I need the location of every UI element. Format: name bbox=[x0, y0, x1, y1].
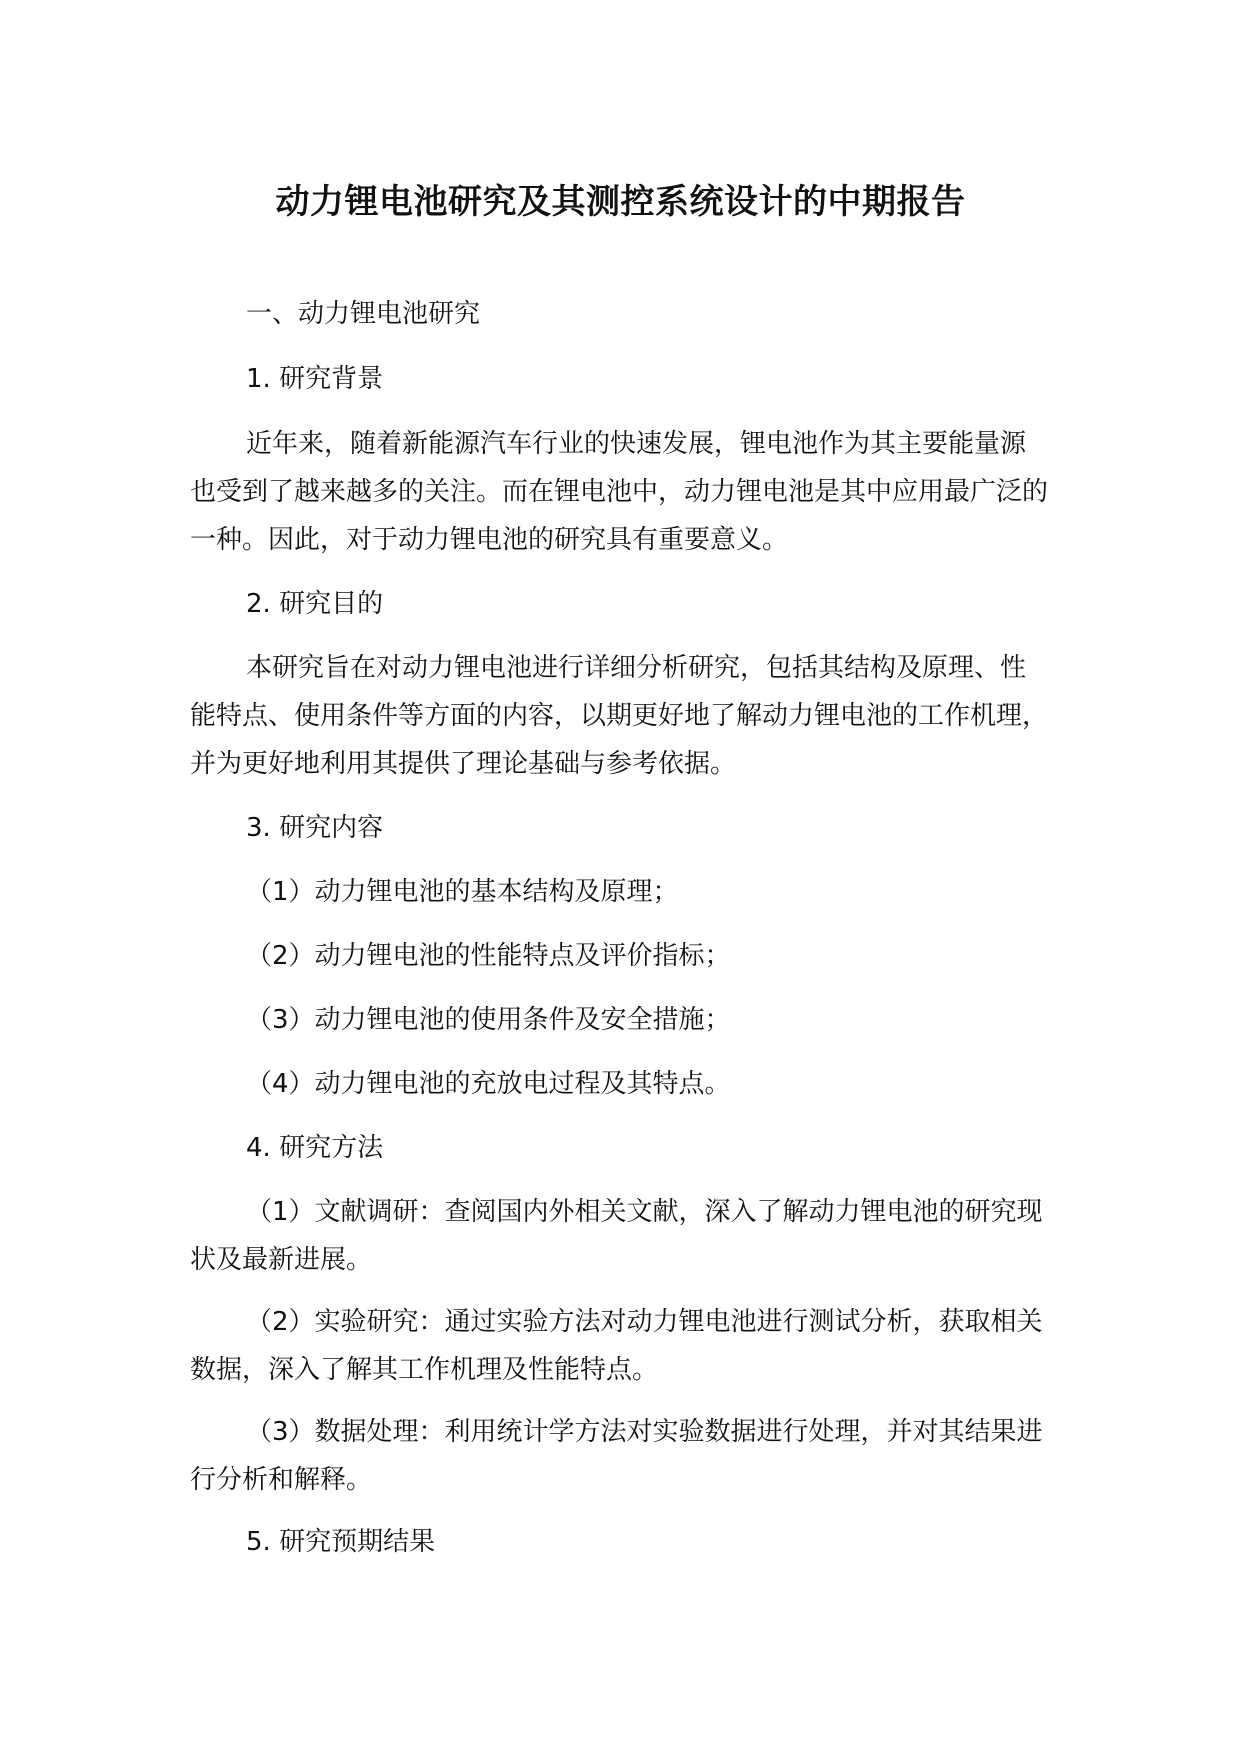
list-item-method: （2）实验研究：通过实验方法对动力锂电池进行测试分析，获取相关数据，深入了解其工作机理及性能特点。 bbox=[190, 1307, 1043, 1385]
subsection-heading-content: 3. 研究内容 bbox=[246, 813, 384, 843]
paragraph-background: 近年来，随着新能源汽车行业的快速发展，锂电池作为其主要能量源也受到了越来越多的关注。而在锂电池中，动力锂电池是其中应用最广泛的一种。因此，对于动力锂电池的研究具有重要意义。 bbox=[190, 429, 1049, 555]
list-item-content: （3）动力锂电池的使用条件及安全措施； bbox=[246, 1005, 731, 1035]
section-heading: 一、动力锂电池研究 bbox=[246, 299, 481, 329]
subsection-heading-background: 1. 研究背景 bbox=[246, 364, 384, 394]
paragraph-purpose: 本研究旨在对动力锂电池进行详细分析研究，包括其结构及原理、性能特点、使用条件等方面的内容，以期更好地了解动力锂电池的工作机理，并为更好地利用其提供了理论基础与参考依据。 bbox=[190, 653, 1049, 779]
subsection-heading-method: 4. 研究方法 bbox=[246, 1133, 384, 1163]
list-item-content: （4）动力锂电池的充放电过程及其特点。 bbox=[246, 1069, 731, 1099]
list-item-method: （1）文献调研：查阅国内外相关文献，深入了解动力锂电池的研究现状及最新进展。 bbox=[190, 1197, 1043, 1275]
list-item-method: （3）数据处理：利用统计学方法对实验数据进行处理，并对其结果进行分析和解释。 bbox=[190, 1417, 1043, 1495]
subsection-heading-expected: 5. 研究预期结果 bbox=[246, 1527, 436, 1557]
list-item-content: （1）动力锂电池的基本结构及原理； bbox=[246, 877, 679, 907]
subsection-heading-purpose: 2. 研究目的 bbox=[246, 589, 384, 619]
document-title: 动力锂电池研究及其测控系统设计的中期报告 bbox=[275, 182, 966, 222]
list-item-content: （2）动力锂电池的性能特点及评价指标； bbox=[246, 941, 731, 971]
